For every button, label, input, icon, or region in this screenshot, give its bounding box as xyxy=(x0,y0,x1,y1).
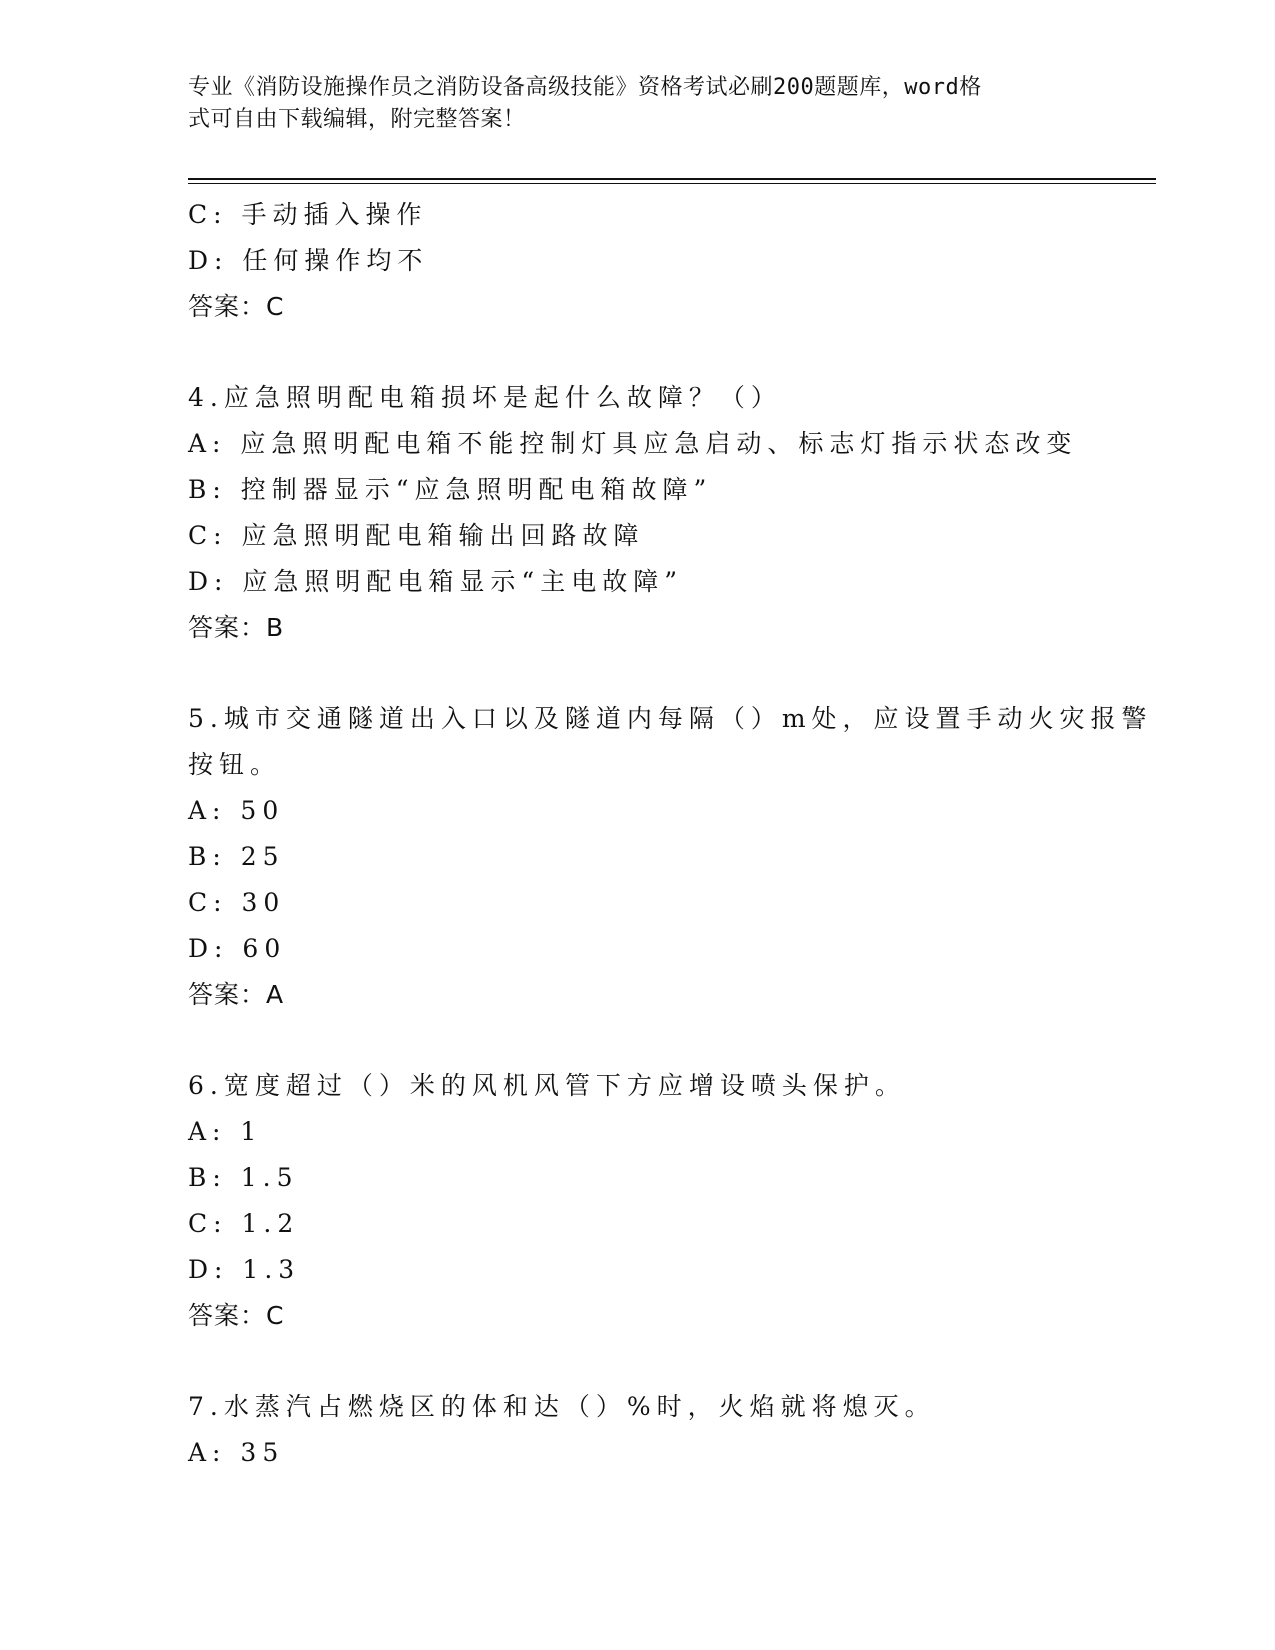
option-c: C: 1.2 xyxy=(188,1209,300,1238)
answer-line: 答案：A xyxy=(188,980,285,1009)
question-text: 6.宽度超过（）米的风机风管下方应增设喷头保护。 xyxy=(188,1071,906,1100)
option-a: A: 50 xyxy=(188,796,285,825)
question-text-line-2: 按钮。 xyxy=(188,750,282,779)
answer-line: 答案：C xyxy=(188,1301,285,1330)
option-a: A: 35 xyxy=(188,1438,285,1467)
option-b: B: 1.5 xyxy=(188,1163,299,1192)
question-text: 7.水蒸汽占燃烧区的体和达（）%时，火焰就将熄灭。 xyxy=(188,1392,936,1421)
spacer xyxy=(188,651,1108,696)
header-divider-thick xyxy=(188,178,1156,180)
option-b: B: 控制器显示“应急照明配电箱故障” xyxy=(188,475,713,504)
option-a: A: 应急照明配电箱不能控制灯具应急启动、标志灯指示状态改变 xyxy=(188,429,1078,458)
question-list xyxy=(188,192,1153,1476)
answer-line: 答案：B xyxy=(188,613,285,642)
spacer xyxy=(188,1339,1108,1384)
document-header xyxy=(188,72,1068,136)
option-d: D: 60 xyxy=(188,934,287,963)
spacer xyxy=(188,330,1108,375)
question-block-prev xyxy=(188,192,1108,330)
header-line-1: 专业《消防设施操作员之消防设备高级技能》资格考试必刷200题题库，word格 xyxy=(188,75,982,100)
option-d: D: 任何操作均不 xyxy=(188,246,429,275)
question-block-5 xyxy=(188,696,1153,1018)
option-c: C: 手动插入操作 xyxy=(188,200,428,229)
option-d: D: 1.3 xyxy=(188,1255,301,1284)
question-block-6 xyxy=(188,1063,1108,1339)
question-text: 4.应急照明配电箱损坏是起什么故障？（） xyxy=(188,383,782,412)
answer-line: 答案：C xyxy=(188,292,285,321)
option-b: B: 25 xyxy=(188,842,285,871)
header-divider-thin xyxy=(188,183,1156,184)
header-line-2: 式可自由下载编辑，附完整答案！ xyxy=(188,107,526,132)
question-block-7 xyxy=(188,1384,1108,1476)
spacer xyxy=(188,1018,1108,1063)
option-c: C: 30 xyxy=(188,888,286,917)
option-a: A: 1 xyxy=(188,1117,263,1146)
question-block-4 xyxy=(188,375,1108,651)
option-d: D: 应急照明配电箱显示“主电故障” xyxy=(188,567,683,596)
question-text-line-1: 5.城市交通隧道出入口以及隧道内每隔（）m处，应设置手动火灾报警 xyxy=(188,704,1153,733)
option-c: C: 应急照明配电箱输出回路故障 xyxy=(188,521,645,550)
